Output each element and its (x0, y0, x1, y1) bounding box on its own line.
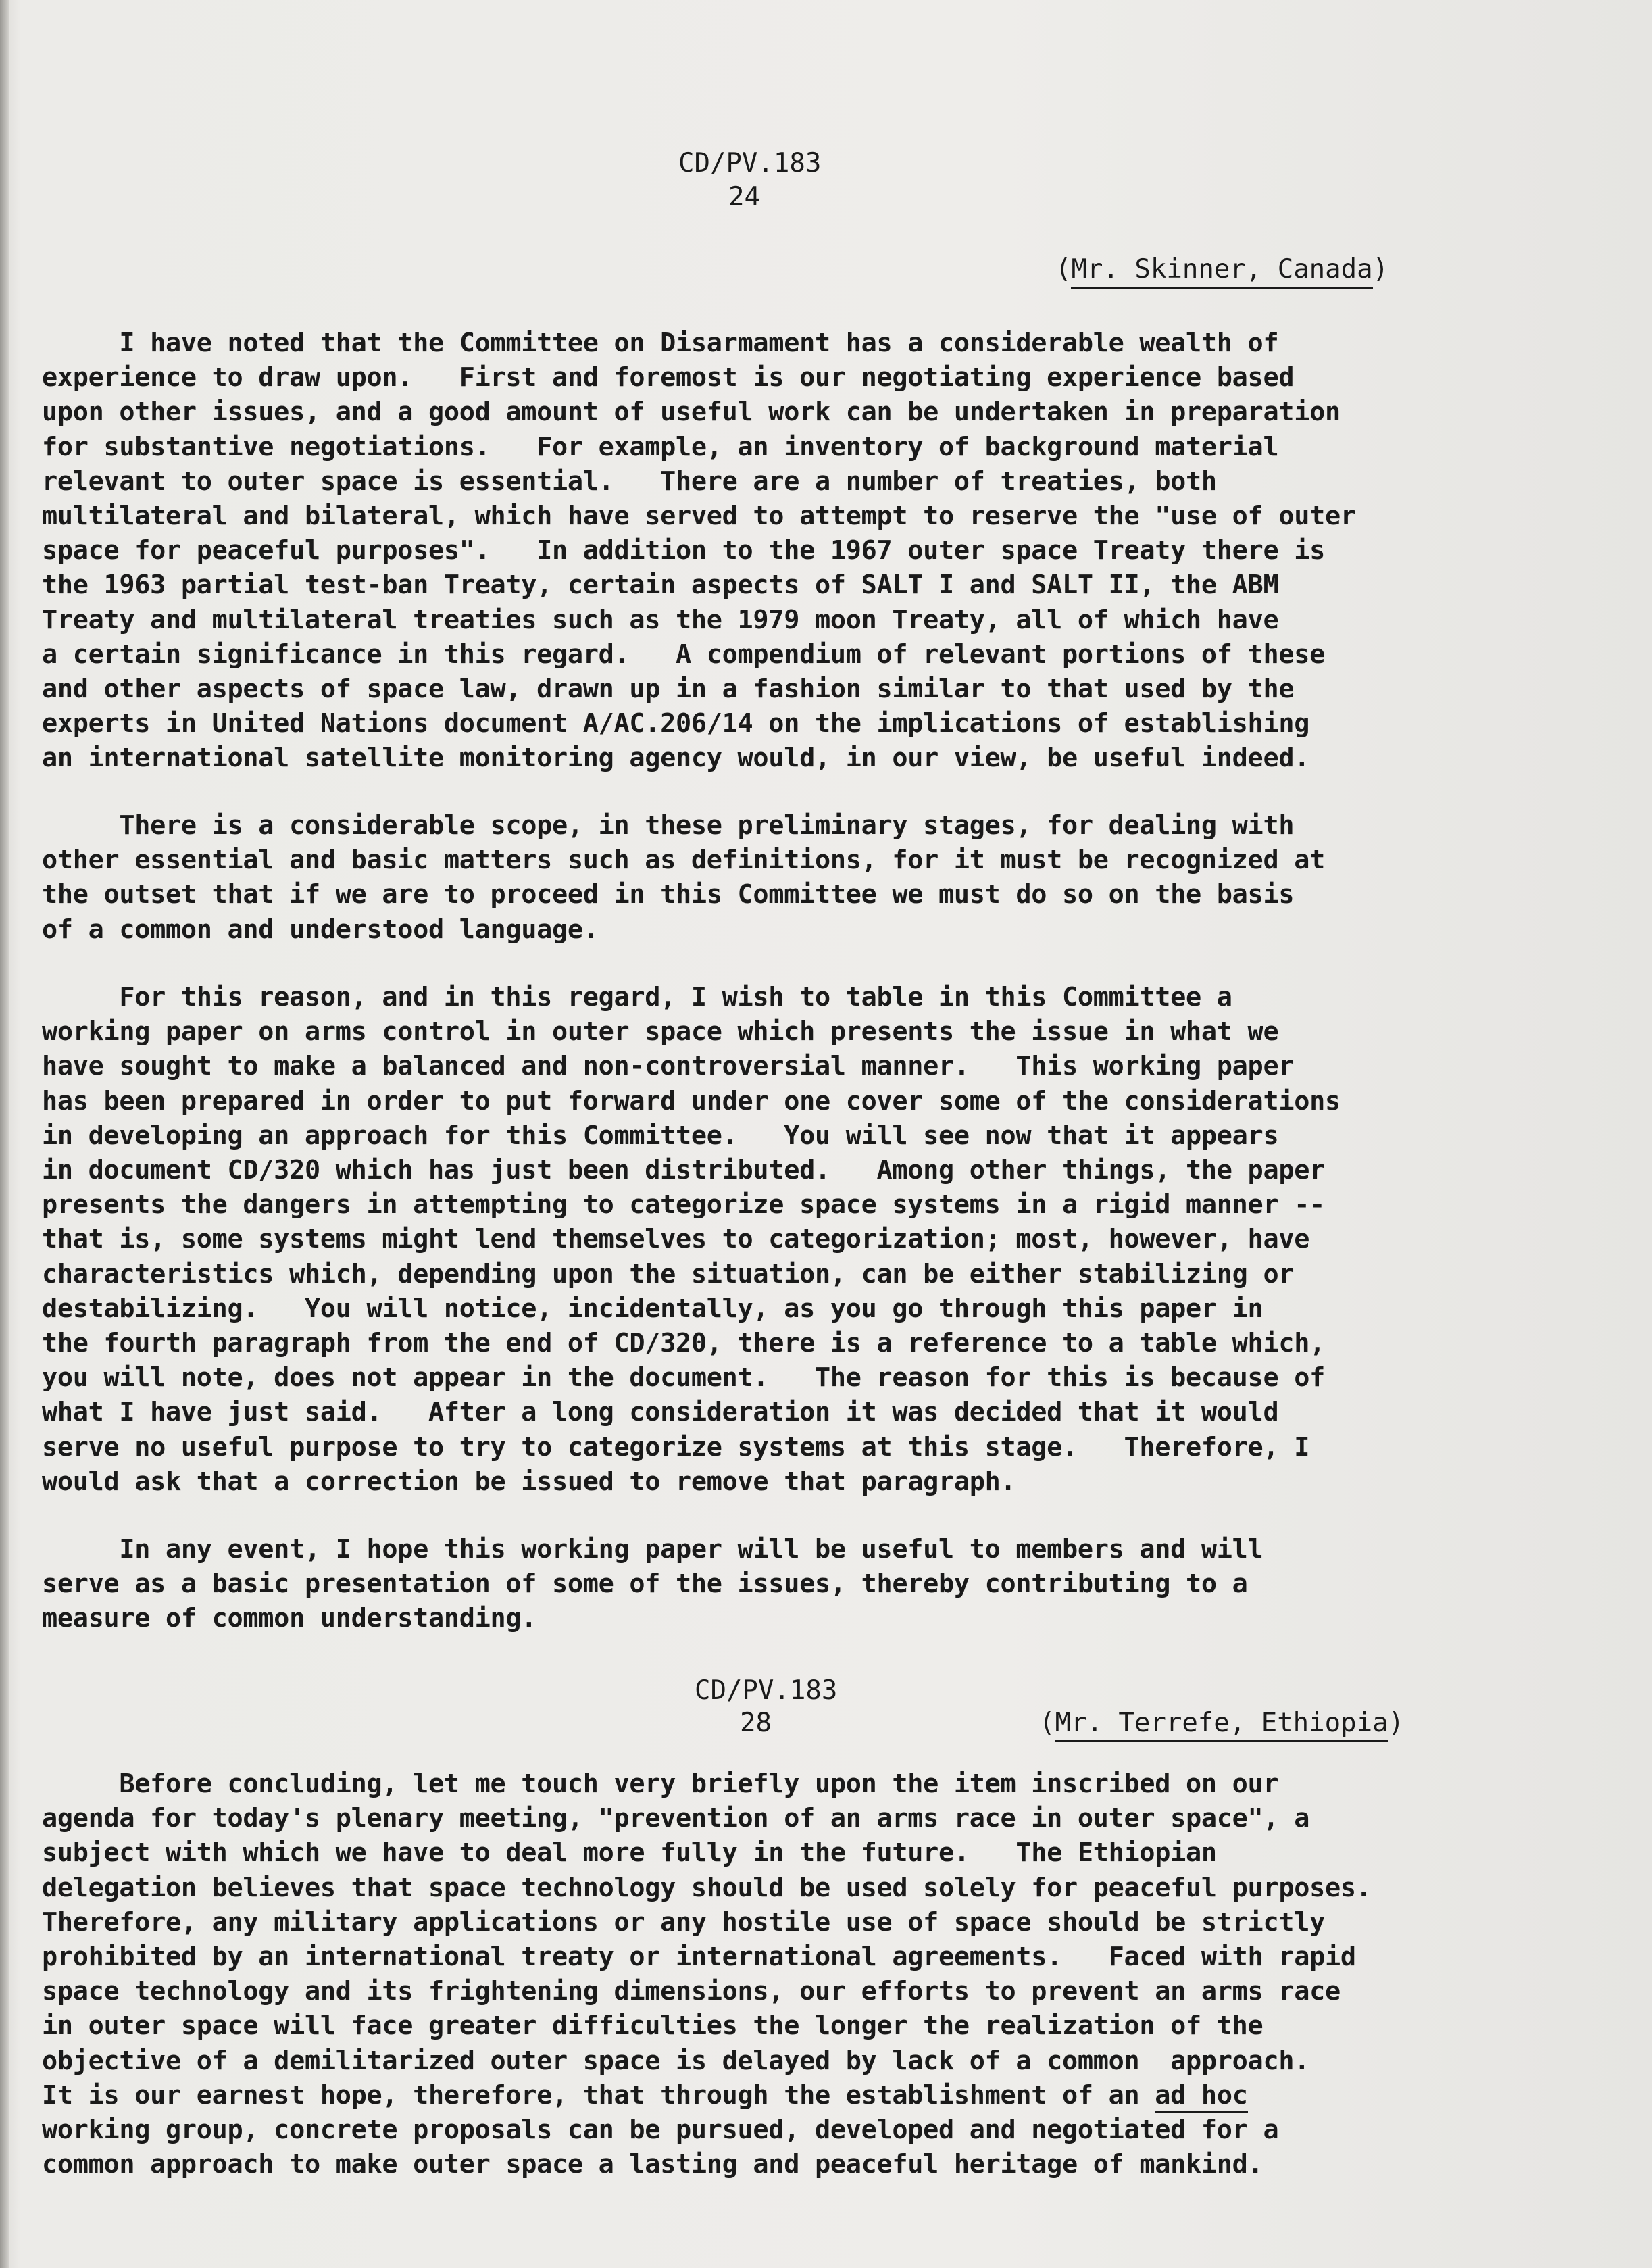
paragraph-1: I have noted that the Committee on Disarmament has a considerable wealth of experience to draw upon. First and foremost is our negotiating experience based upon other issues, and a good amount of useful work can be undertaken in preparation for substantive negotiations. For example, an inventory of background material relevant to outer space is essential. There are a number of treaties, both multilateral and bilateral, which have served to attempt to reserve the "use of outer space for peaceful purposes". In addition to the 1967 outer space Treaty there is the 1963 partial test-ban Treaty, certain aspects of SALT I and SALT II, the ABM Treaty and multilateral treaties such as the 1979 moon Treaty, all of which have a certain significance in this regard. A compendium of relevant portions of these and other aspects of space law, drawn up in a fashion similar to that used by the experts in United Nations document A/AC.206/14 on the implications of establishing an international satellite monitoring agency would, in our view, be useful indeed. (42, 328, 1356, 774)
page-number-2: 28 (740, 1708, 772, 1738)
document-symbol-1: CD/PV.183 (678, 148, 822, 178)
speaker-name-2: Mr. Terrefe, Ethiopia (1055, 1708, 1388, 1742)
ad-hoc-underlined-term: ad hoc (1155, 2080, 1247, 2113)
page-number-1: 24 (728, 182, 760, 212)
paragraph-4: In any event, I hope this working paper will be useful to members and will serve as a basic presentation of some of the issues, thereby contributing to a measure of common understanding. (42, 1534, 1263, 1634)
paragraph-2: There is a considerable scope, in these preliminary stages, for dealing with other essential and basic matters such as definitions, for it must be recognized at the outset that if we are to proceed in this Committee we must do so on the basis of a common and understood language. (42, 810, 1325, 945)
paragraph-5: Before concluding, let me touch very briefly upon the item inscribed on our agenda for today's plenary meeting, "prevention of an arms race in outer space", a subject with which we have to deal more fully in the future. The Ethiopian delegation believes that space technology should be used solely for peaceful purposes. Therefore, any military applications or any hostile use of space should be strictly prohibited by an international treaty or international agreements. Faced with rapid space technology and its frightening dimensions, our efforts to prevent an arms race in outer space will face greater difficulties the longer the realization of the objective of a demilitarized outer space is delayed by lack of a common approach. It is our earnest hope, therefore, that through the establishment of an ad hoc working group, concrete proposals can be pursued, developed and negotiated for a common approach to make outer space a lasting and peaceful heritage of mankind. (42, 1769, 1372, 2180)
speaker-name-1: Mr. Skinner, Canada (1071, 254, 1372, 289)
page-edge-shadow (0, 0, 9, 2268)
paragraph-3: For this reason, and in this regard, I wish to table in this Committee a working paper on arms control in outer space which presents the issue in what we have sought to make a balanced and non-controversial manner. This working paper has been prepared in order to put forward under one cover some of the considerations in developing an approach for this Committee. You will see now that it appears in document CD/320 which has just been distributed. Among other things, the paper presents the dangers in attempting to categorize space systems in a rigid manner -- that is, some systems might lend themselves to categorization; most, however, have characteristics which, depending upon the situation, can be either stabilizing or destabilizing. You will notice, incidentally, as you go through this paper in the fourth paragraph from the end of CD/320, there is a reference to a table which, you will note, does not appear in the document. The reason for this is because of what I have just said. After a long consideration it was decided that it would serve no useful purpose to try to categorize systems at this stage. Therefore, I would ask that a correction be issued to remove that paragraph. (42, 982, 1341, 1497)
speaker-label-2: (Mr. Terrefe, Ethiopia) (1039, 1707, 1404, 1740)
document-symbol-2: CD/PV.183 (695, 1675, 838, 1706)
speaker-label-1: (Mr. Skinner, Canada) (1055, 253, 1388, 286)
